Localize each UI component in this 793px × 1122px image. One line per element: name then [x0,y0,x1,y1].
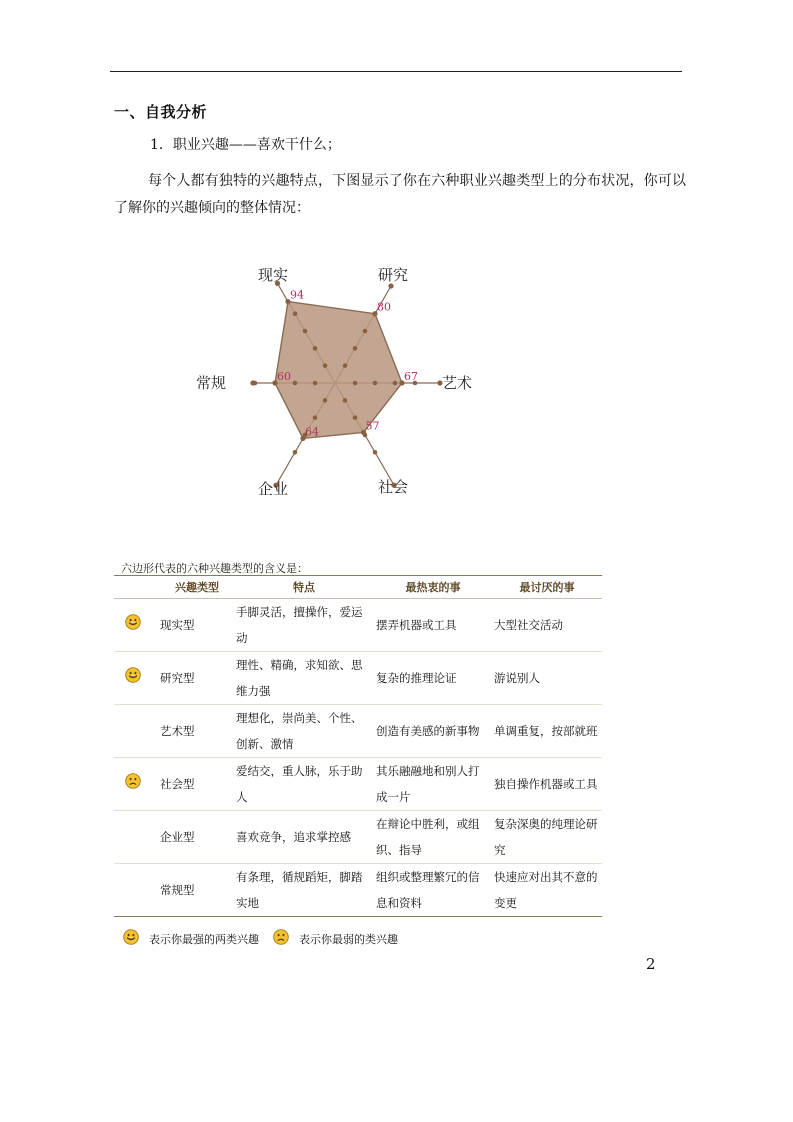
radar-scale-dot [343,398,348,403]
radar-value-label: 64 [305,425,319,439]
radar-value-label: 60 [277,370,291,383]
radar-scale-dot [323,398,328,403]
table-row [114,758,602,811]
cell-trait: 喜欢竞争，追求掌控感 [234,811,374,864]
header-love: 最热衷的事 [374,576,492,599]
radar-polygon-layer [275,302,402,439]
table-body [114,599,602,917]
radar-category-label: 常规 [196,374,227,392]
intro-paragraph: 每个人都有独特的兴趣特点，下图显示了你在六种职业兴趣类型上的分布状况，你可以了解你的兴趣倾向的整体情况： [114,173,686,216]
cell-hate: 快速应对出其不意的变更 [492,864,602,917]
sad-face-icon [273,929,289,948]
radar-scale-dot [303,329,308,334]
radar-axis-end-dot [388,283,393,288]
radar-polygon [275,302,402,439]
radar-scale-dot [373,381,378,386]
legend-strong-text: 表示你最强的两类兴趣 [149,932,259,946]
cell-type: 研究型 [152,652,234,705]
radar-category-label: 企业 [258,480,289,498]
radar-category-label: 社会 [378,478,409,496]
table-row [114,599,602,652]
radar-value-label: 80 [377,300,391,314]
smile-face-icon [125,666,141,692]
table-row [114,811,602,864]
table-row [114,705,602,758]
table-legend [123,929,412,948]
radar-scale-dot [293,311,298,316]
radar-scale-dot [343,363,348,368]
row-icon-cell [114,811,152,864]
cell-love: 组织或整理繁冗的信息和资料 [374,864,492,917]
row-icon-cell [114,705,152,758]
radar-scale-dot [313,415,318,420]
radar-scale-dot [313,381,318,386]
radar-scale-dot [293,450,298,455]
cell-type: 社会型 [152,758,234,811]
cell-type: 企业型 [152,811,234,864]
cell-trait: 理性、精确，求知欲、思维力强 [234,652,374,705]
table-caption: 六边形代表的六种兴趣类型的含义是： [121,562,308,575]
radar-scale-dot [393,381,398,386]
cell-type: 常规型 [152,864,234,917]
cell-hate: 复杂深奥的纯理论研究 [492,811,602,864]
cell-hate: 单调重复，按部就班 [492,705,602,758]
radar-category-label: 现实 [258,266,289,284]
cell-hate: 大型社交活动 [492,599,602,652]
header-hate: 最讨厌的事 [492,576,602,599]
cell-trait: 理想化，崇尚美、个性、创新、激情 [234,705,374,758]
radar-value-label: 57 [365,419,380,433]
page-number: 2 [646,955,656,973]
radar-scale-dot [353,381,358,386]
cell-trait: 手脚灵活，擅操作，爱运动 [234,599,374,652]
header-trait: 特点 [234,576,374,599]
radar-value-label: 94 [290,288,304,302]
table-header-row [114,576,602,599]
legend-weak-text: 表示你最弱的类兴趣 [299,932,398,946]
header-rule [110,71,682,72]
radar-scale-dot [293,381,298,386]
cell-type: 现实型 [152,599,234,652]
cell-hate: 独自操作机器或工具 [492,758,602,811]
cell-type: 艺术型 [152,705,234,758]
smile-face-icon [123,929,139,948]
radar-category-label: 研究 [378,266,409,284]
radar-scale-dot [373,450,378,455]
cell-love: 复杂的推理论证 [374,652,492,705]
section-heading: 一、自我分析 [114,103,208,121]
table-row [114,864,602,917]
smile-face-icon [125,613,141,639]
header-icon-col [114,576,152,599]
cell-love: 摆弄机器或工具 [374,599,492,652]
subsection-heading: 1．职业兴趣——喜欢干什么； [150,137,341,153]
cell-love: 创造有美感的新事物 [374,705,492,758]
row-icon-cell [114,864,152,917]
radar-scale-dot [353,346,358,351]
row-icon-cell [114,758,152,811]
sad-face-icon [125,772,141,798]
cell-hate: 游说别人 [492,652,602,705]
radar-scale-dot [313,346,318,351]
table-row [114,652,602,705]
interest-types-table [114,575,602,917]
cell-love: 在辩论中胜利，或组织、指导 [374,811,492,864]
cell-trait: 爱结交，重人脉，乐于助人 [234,758,374,811]
row-icon-cell [114,599,152,652]
row-icon-cell [114,652,152,705]
radar-value-label: 67 [404,370,418,383]
radar-axis-end-dot [250,380,255,385]
radar-scale-dot [323,363,328,368]
radar-scale-dot [353,415,358,420]
header-type: 兴趣类型 [152,576,234,599]
cell-love: 其乐融融地和别人打成一片 [374,758,492,811]
interest-radar-chart [180,252,490,512]
cell-trait: 有条理，循规蹈矩，脚踏实地 [234,864,374,917]
radar-category-label: 艺术 [442,374,473,392]
radar-scale-dot [363,329,368,334]
